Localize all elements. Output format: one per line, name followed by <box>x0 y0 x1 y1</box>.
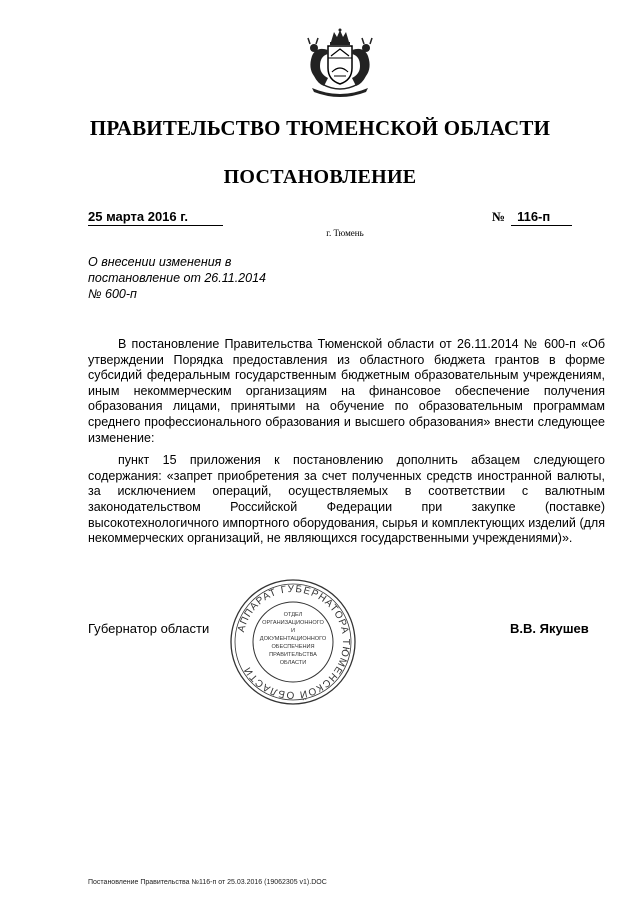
document-type: ПОСТАНОВЛЕНИЕ <box>223 166 417 188</box>
stamp-line: ОБЕСПЕЧЕНИЯ <box>271 644 315 650</box>
document-subject <box>88 254 308 302</box>
stamp-line: ДОКУМЕНТАЦИОННОГО <box>259 636 327 642</box>
document-number <box>492 209 588 225</box>
subject-line: О внесении изменения в <box>88 255 232 269</box>
footer-file-reference: Постановление Правительства №116-п от 25.03.2016 (19062305 v1).DOC <box>88 879 327 886</box>
tyumen-coat-of-arms-icon <box>298 28 382 100</box>
signatory-name: В.В. Якушев <box>510 621 589 636</box>
document-date: 25 марта 2016 г. <box>88 209 223 226</box>
stamp-line: ПРАВИТЕЛЬСТВА <box>269 652 317 658</box>
document-body <box>88 337 605 547</box>
number-value: 116-п <box>511 209 572 226</box>
body-paragraph: В постановление Правительства Тюменской области от 26.11.2014 № 600-п «Об утверждении Порядка предоставления из областного бюджета грантов в форме субсидий федеральным государственным бюджетным образовательным учреждениям, иным некоммерческим организациям на финансовое обеспечение получения образования лицами, принятыми на обучение по образовательным программам среднего профессионального образования и высшего образования» внести следующее изменение: <box>88 337 605 445</box>
subject-line: постановление от 26.11.2014 <box>88 271 266 285</box>
signatory-title: Губернатор области <box>88 621 210 636</box>
stamp-line: ОТДЕЛ <box>283 612 303 618</box>
document-city: г. Тюмень <box>326 228 364 238</box>
official-stamp <box>228 577 358 707</box>
number-sign: № <box>492 209 506 224</box>
stamp-line: ОРГАНИЗАЦИОННОГО <box>262 620 324 626</box>
stamp-line: И <box>290 628 296 634</box>
body-paragraph: пункт 15 приложения к постановлению дополнить абзацем следующего содержания: «запрет приобретения за счет полученных средств иностранной валюты, за исключением операций, осуществляемых в соответствии с валютным законодательством Российской Федерации при закупке (поставке) высокотехнологичного импортного оборудования, сырья и комплектующих изделий (для некоммерческих организаций, не являющихся государственными учреждениями)». <box>88 453 605 546</box>
government-title: ПРАВИТЕЛЬСТВО ТЮМЕНСКОЙ ОБЛАСТИ <box>89 116 551 140</box>
subject-line: № 600-п <box>88 287 137 301</box>
stamp-line: ОБЛАСТИ <box>279 660 307 666</box>
stamp-ring-text: АППАРАТ ГУБЕРНАТОРА ТЮМЕНСКОЙ ОБЛАСТИ <box>236 583 352 701</box>
